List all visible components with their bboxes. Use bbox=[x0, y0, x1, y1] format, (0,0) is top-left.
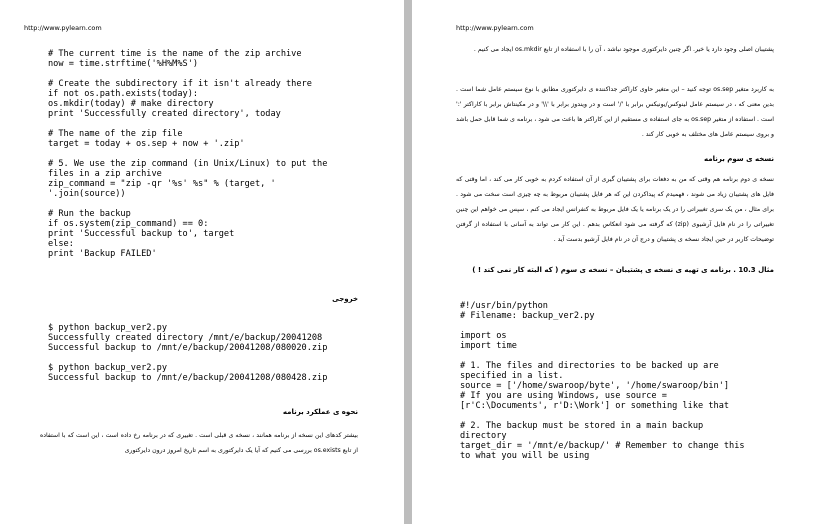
code-block: #!/usr/bin/python # Filename: backup_ver2.py import os import time # 1. The files and directories to be backed up are specified in a list. source = ['/home/swaroop/byte', '/home/swaroop/bin'] # If you are using Windows, use source = [r'C:\Documents', r'D:\Work'] or something like that # 2. The backup must be stored in a main backup directory target_dir = '/mnt/e/backup/' # Remember to change this to what you will be using bbox=[460, 301, 745, 461]
page-url[interactable]: http://www.pylearn.com bbox=[456, 24, 534, 32]
output-heading: خروجی bbox=[332, 295, 358, 303]
page-url[interactable]: http://www.pylearn.com bbox=[24, 24, 102, 32]
how-it-works-heading: نحوه ی عملکرد برنامه bbox=[282, 408, 358, 416]
how-it-works-paragraph: بیشتر کدهای این نسخه از برنامه همانند ، نسخه ی قبلی است . تغییری که در برنامه رخ داده است ، این است که با استفاده از تابع os.exists بررسی می کنیم که آیا یک دایرکتوری به اسم تاریخ امروز درون دایرکتوری bbox=[40, 432, 358, 454]
example-heading: مثال 10.3 . برنامه ی تهیه ی نسخه ی پشتیبان – نسخه ی سوم ( که البته کار نمی کند ! ) bbox=[472, 266, 774, 274]
paragraph-mkdir: پشتیبان اصلی وجود دارد یا خیر. اگر چنین دایرکتوری موجود نباشد ، آن را با استفاده از تابع os.mkdir ایجاد می کنیم . bbox=[473, 46, 774, 53]
paragraph-os-sep: به کاربرد متغیر os.sep توجه کنید – این متغیر حاوی کاراکتر جداکننده ی دایرکتوری مطابق با نوع سیستم عامل شما است . بدین معنی که ، در سیستم عامل لینوکس/یونیکس برابر با '/' است و در ویندوز برابر با '\\' و در مکینتاش برابر با کاراکتر ':' است . استفاده از متغیر os.sep به جای استفاده ی مستقیم از این کاراکتر ها باعث می شود ، برنامه ی شما قابل حمل باشد و بروی سیستم عامل های مختلف به خوبی کار کند . bbox=[456, 86, 775, 138]
paragraph-version-3: نسخه ی دوم برنامه هم وقتی که من به دفعات برای پشتیبان گیری از آن استفاده کردم به خوبی کار می کند ، اما وقتی که فایل های پشتیبان زیاد می شوند ، فهمیدم که پیداکردن این که هر فایل پشتیبان مربوط به چه چیزی است سخت می شود . برای مثال ، من یک سری تغییراتی را در یک برنامه یا یک فایل مربوط به کنفرانس ایجاد می کنم ، سپس می خواهم این چنین تغییراتی را در نام فایل آرشیوی (zip) که گرفته می شود انعکاس بدهم . این کار می تواند به آسانی با استفاده از گرفتن توضیحات کاربر در حین ایجاد نسخه ی پشتیبان و درج آن در نام فایل آرشیو بدست آید . bbox=[456, 176, 774, 243]
section-heading-version-3: نسخه ی سوم برنامه bbox=[704, 155, 774, 163]
output-block: $ python backup_ver2.py Successfully created directory /mnt/e/backup/20041208 Successful backup to /mnt/e/backup/20041208/080020.zip $ python backup_ver2.py Successful backup to /mnt/e/backup/20041208/080428.zip bbox=[48, 323, 328, 383]
code-block: # The current time is the name of the zip archive now = time.strftime('%H%M%S') # Create the subdirectory if it isn't already there if not os.path.exists(today): os.mkdir(today) # make directory print 'Successfully created directory', today # The name of the zip file target = today + os.sep + now + '.zip' # 5. We use the zip command (in Unix/Linux) to put the files in a zip archive zip_command = "zip -qr '%s' %s" % (target, ' '.join(source)) # Run the backup if os.system(zip_command) == 0: print 'Successful backup to', target else: print 'Backup FAILED' bbox=[48, 49, 328, 259]
page-divider bbox=[404, 0, 412, 524]
left-page bbox=[0, 0, 404, 524]
right-page bbox=[412, 0, 816, 524]
